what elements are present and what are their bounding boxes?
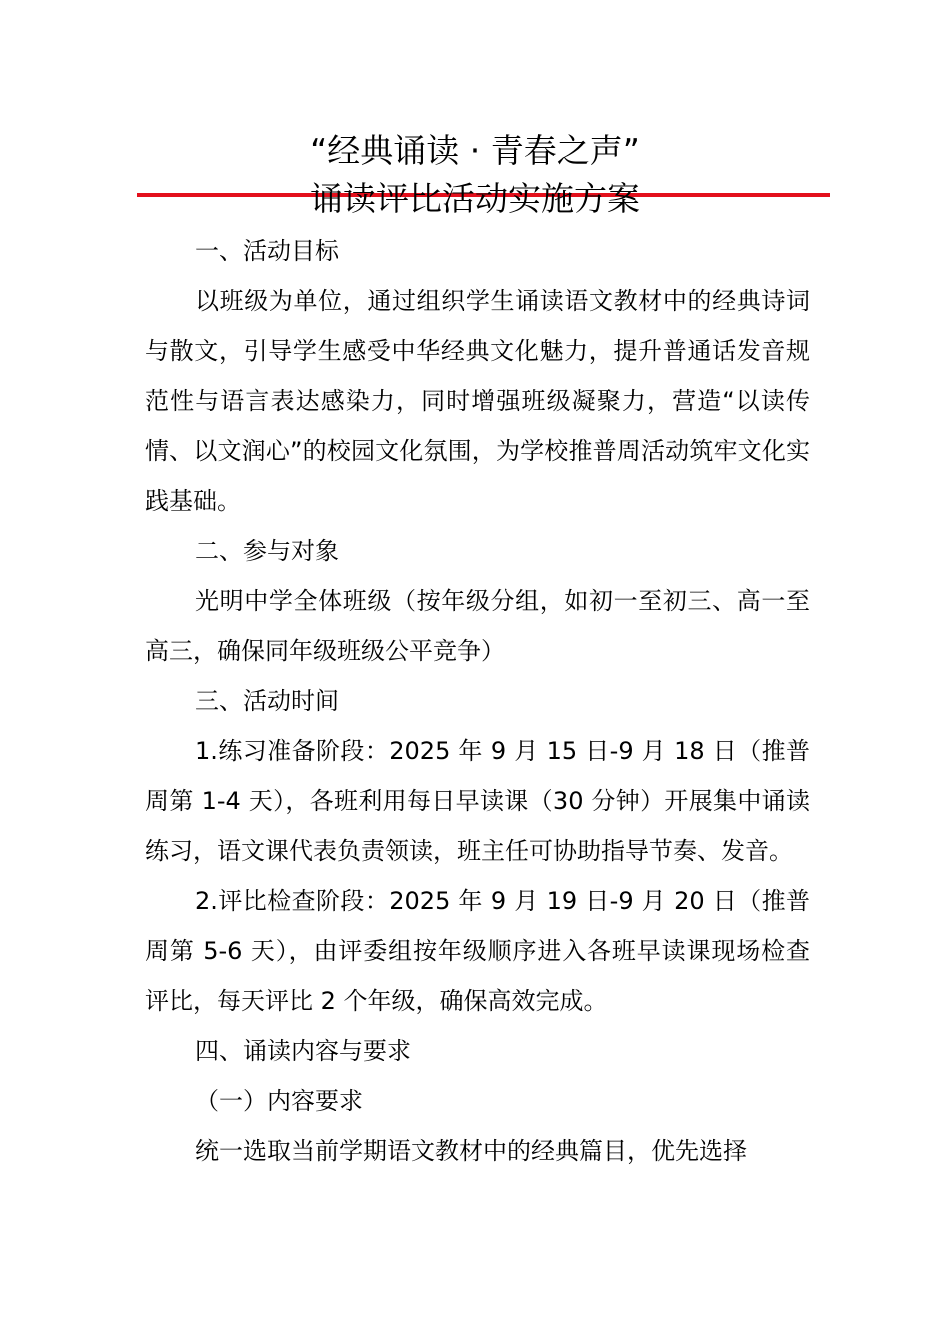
paragraph-evaluation-stage: 2.评比检查阶段：2025 年 9 月 19 日-9 月 20 日（推普周第 5-6 天），由评委组按年级顺序进入各班早读课现场检查评比，每天评比 2 个年级，确保高效完成。 (145, 887, 810, 1015)
section-heading-time: 三、活动时间 (195, 687, 339, 715)
paragraph-practice-stage: 1.练习准备阶段：2025 年 9 月 15 日-9 月 18 日（推普周第 1-4 天），各班利用每日早读课（30 分钟）开展集中诵读练习，语文课代表负责领读，班主任可协助指导节奏、发音。 (145, 737, 810, 865)
paragraph-content-requirements: 统一选取当前学期语文教材中的经典篇目，优先选择 (195, 1137, 747, 1165)
paragraph-participants: 光明中学全体班级（按年级分组，如初一至初三、高一至高三，确保同年级班级公平竞争） (145, 587, 810, 665)
section-heading-goals: 一、活动目标 (195, 237, 339, 265)
document-body (145, 226, 810, 1176)
subsection-heading-content-requirements: （一）内容要求 (195, 1087, 363, 1115)
document-title-line-1: “经典诵读 · 青春之声” (310, 131, 640, 170)
section-heading-content: 四、诵读内容与要求 (195, 1037, 411, 1065)
document-title-line-2: 诵读评比活动实施方案 (310, 179, 640, 218)
paragraph-goals: 以班级为单位，通过组织学生诵读语文教材中的经典诗词与散文，引导学生感受中华经典文化魅力，提升普通话发音规范性与语言表达感染力，同时增强班级凝聚力，营造“以读传情、以文润心”的校园文化氛围，为学校推普周活动筑牢文化实践基础。 (145, 287, 810, 515)
section-heading-participants: 二、参与对象 (195, 537, 339, 565)
